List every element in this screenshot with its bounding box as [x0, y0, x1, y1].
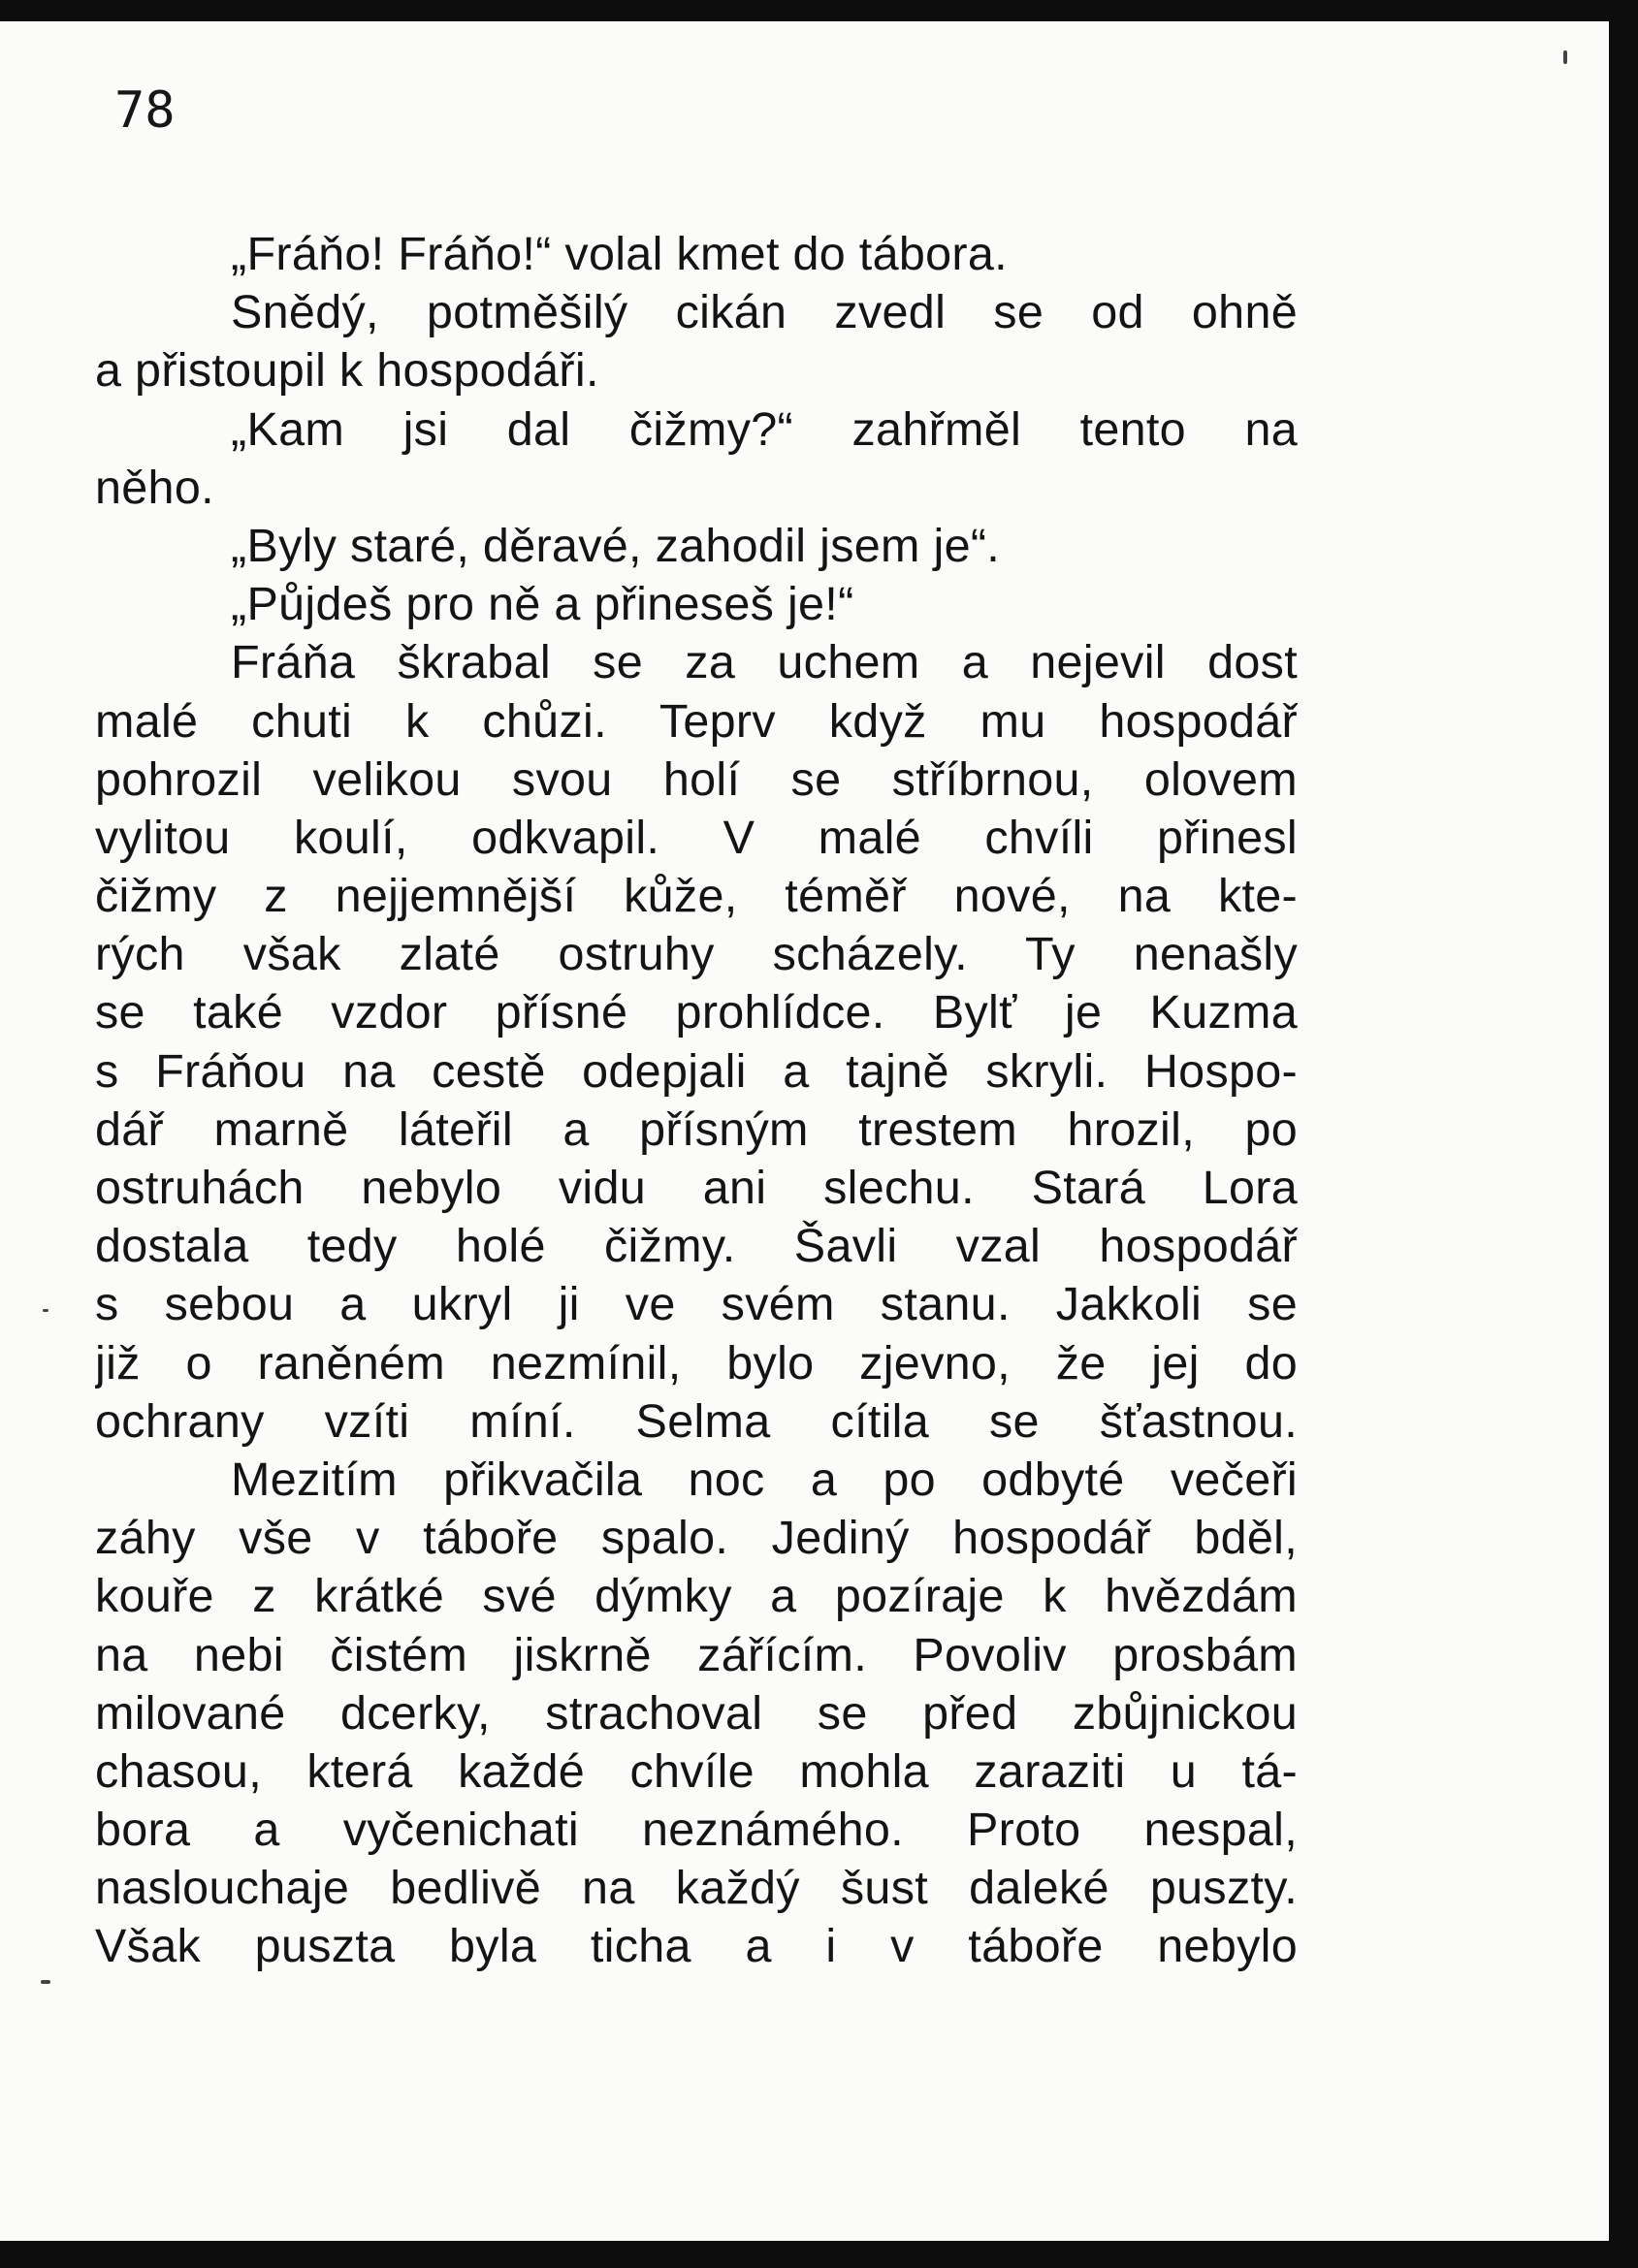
text-line: rých však zlaté ostruhy scházely. Ty nenašly: [95, 928, 1298, 981]
text-line: milované dcerky, strachoval se před zbůjnickou: [95, 1686, 1298, 1740]
body-text: [95, 225, 1298, 1976]
text-line: chasou, která každé chvíle mohla zaraziti u tá-: [95, 1744, 1298, 1798]
text-line: dostala tedy holé čižmy. Šavli vzal hospodář: [95, 1220, 1298, 1273]
text-line: vylitou koulí, odkvapil. V malé chvíli přinesl: [95, 811, 1298, 864]
scan-speck: [41, 1980, 50, 1984]
text-line: něho.: [95, 461, 214, 514]
text-line: záhy vše v táboře spalo. Jediný hospodář bděl,: [95, 1512, 1298, 1565]
text-line: malé chuti k chůzi. Teprv když mu hospodář: [95, 694, 1298, 748]
text-line: pohrozil velikou svou holí se stříbrnou, olovem: [95, 752, 1298, 806]
text-line: Však puszta byla ticha a i v táboře nebylo: [95, 1920, 1298, 1973]
page-number: 78: [114, 81, 176, 140]
text-line: Snědý, potměšilý cikán zvedl se od ohně: [231, 286, 1298, 339]
scan-speck: [1563, 50, 1567, 64]
text-line: dář marně láteřil a přísným trestem hrozil, po: [95, 1102, 1298, 1156]
text-line: kouře z krátké své dýmky a pozíraje k hvězdám: [95, 1570, 1298, 1623]
text-line: a přistoupil k hospodáři.: [95, 344, 599, 398]
text-line: „Kam jsi dal čižmy?“ zahřměl tento na: [231, 402, 1298, 456]
text-line: bora a vyčenichati neznámého. Proto nespal,: [95, 1804, 1298, 1857]
text-line: s Fráňou na cestě odepjali a tajně skryli. Hospo-: [95, 1044, 1298, 1098]
text-line: s sebou a ukryl ji ve svém stanu. Jakkoli se: [95, 1278, 1298, 1331]
text-line: již o raněném nezmínil, bylo zjevno, že jej do: [95, 1336, 1298, 1390]
text-line: Mezitím přikvačila noc a po odbyté večeři: [231, 1453, 1298, 1506]
text-line: čižmy z nejjemnější kůže, téměř nové, na kte-: [95, 870, 1298, 923]
text-line: ochrany vzíti míní. Selma cítila se šťastnou.: [95, 1394, 1298, 1448]
text-line: Fráňa škrabal se za uchem a nejevil dost: [231, 636, 1298, 689]
text-line: na nebi čistém jiskrně zářícím. Povoliv prosbám: [95, 1628, 1298, 1681]
text-line: se také vzdor přísné prohlídce. Bylť je Kuzma: [95, 986, 1298, 1039]
scan-speck: [43, 1309, 48, 1312]
text-line: ostruhách nebylo vidu ani slechu. Stará Lora: [95, 1162, 1298, 1214]
text-line: naslouchaje bedlivě na každý šust daleké puszty.: [95, 1862, 1298, 1915]
text-line: „Byly staré, děravé, zahodil jsem je“.: [231, 519, 1001, 572]
text-line: „Fráňo! Fráňo!“ volal kmet do tábora.: [231, 228, 1008, 280]
text-line: „Půjdeš pro ně a přineseš je!“: [231, 578, 854, 631]
